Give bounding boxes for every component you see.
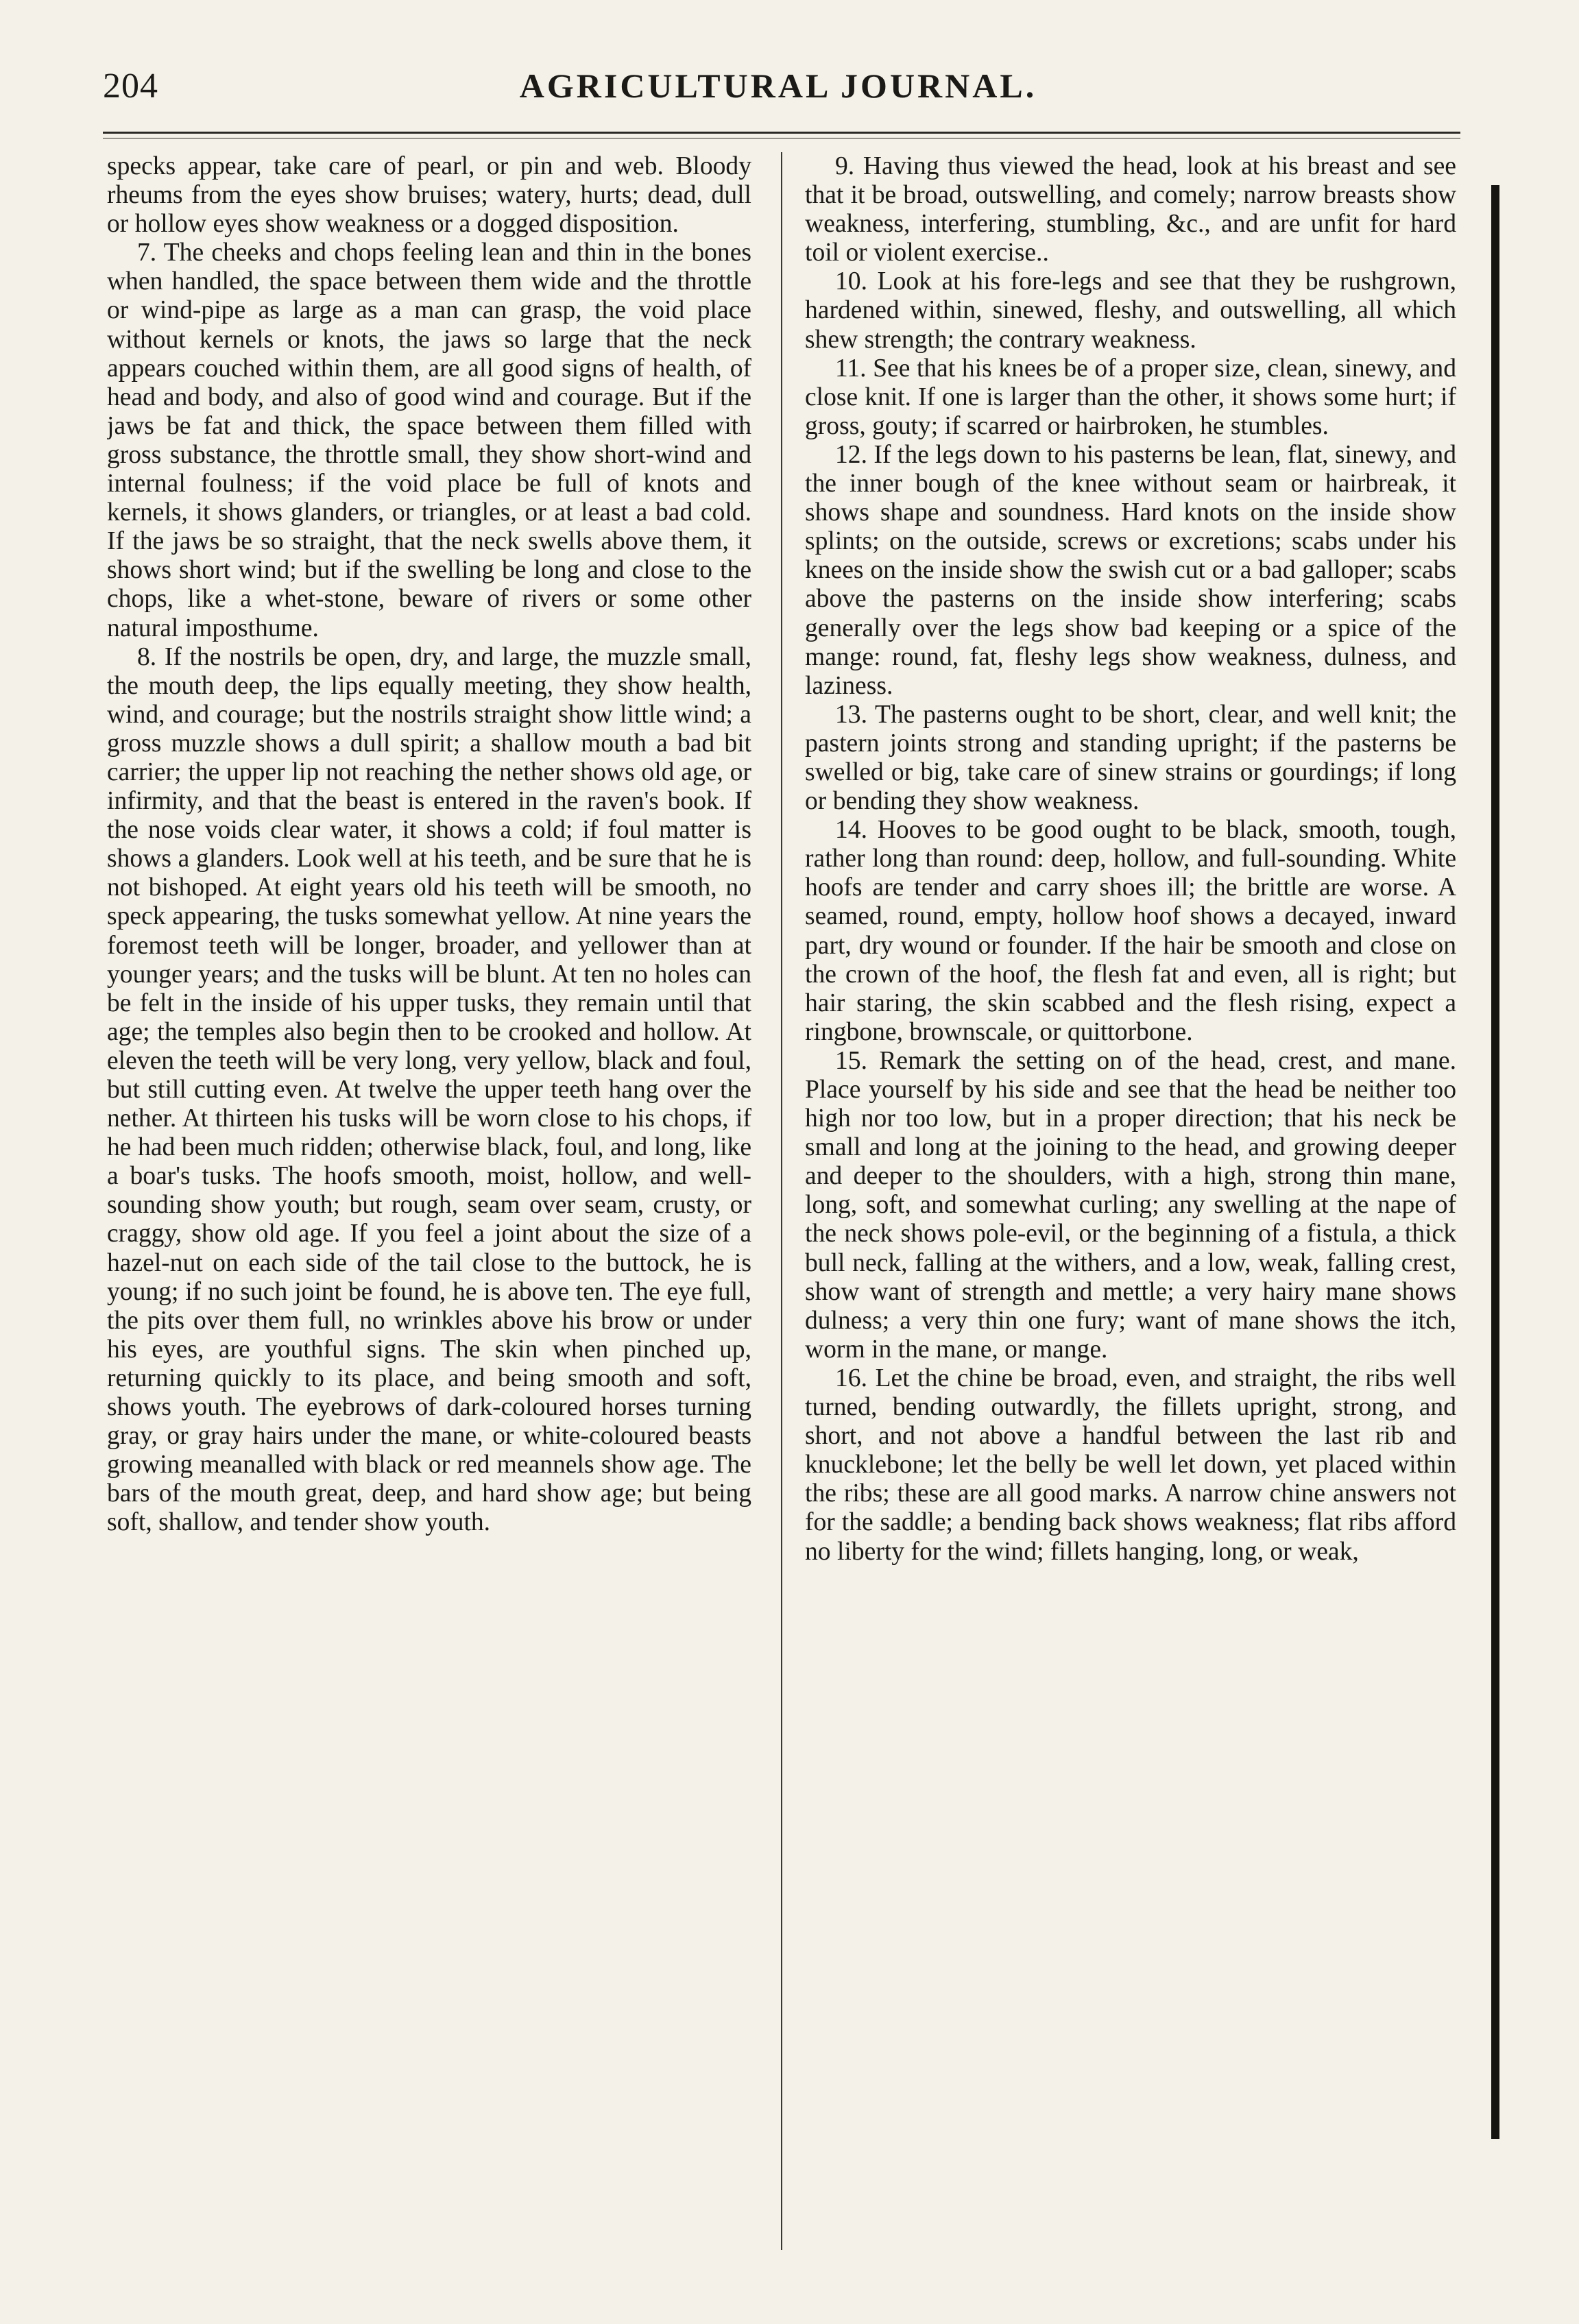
header-rule xyxy=(103,132,1460,134)
paragraph-16-chine: 16. Let the chine be broad, even, and straight, the ribs well turned, bending outwardly, the fillets upright, strong, and short, and not above a handful between the last rib and knucklebone; let the belly be well let down, yet placed within the ribs; these are all good marks. A narrow chine answers not for the saddle; a bending back shows weakness; flat ribs afford no liberty for the wind; fillets hanging, long, or weak, xyxy=(805,1364,1456,1566)
running-title: AGRICULTURAL JOURNAL. xyxy=(519,66,1037,105)
paragraph-12-legs: 12. If the legs down to his pasterns be lean, flat, sinewy, and the inner bough of the knee without seam or hairbreak, it shows shape and soundness. Hard knots on the inside show splints; on the outside, screws or excretions; scabs under his knees on the inside show the swish cut or a bad galloper; scabs above the pasterns on the inside show interfering; scabs generally over the legs show bad keeping or a spice of the mange: round, fat, fleshy legs show weakness, dulness, and laziness. xyxy=(805,440,1456,700)
right-column xyxy=(805,152,1456,2264)
column-divider xyxy=(781,152,782,2250)
binding-edge xyxy=(1491,185,1499,2139)
paragraph-9-breast: 9. Having thus viewed the head, look at his breast and see that it be broad, outswelling, and comely; narrow breasts show weakness, interfering, stumbling, &c., and are unfit for hard toil or violent exercise.. xyxy=(805,152,1456,267)
paragraph-13-pasterns: 13. The pasterns ought to be short, clear, and well knit; the pastern joints strong and standing upright; if the pasterns be swelled or big, take care of sinew strains or gourdings; if long or bending they show weakness. xyxy=(805,700,1456,816)
paragraph-14-hooves: 14. Hooves to be good ought to be black, smooth, tough, rather long than round: deep, hollow, and full-sounding. White hoofs are tender and carry shoes ill; the brittle are worse. A seamed, round, empty, hollow hoof shows a decayed, inward part, dry wound or founder. If the hair be smooth and close on the crown of the hoof, the flesh fat and even, all is right; but hair staring, the skin scabbed and the flesh rising, expect a ringbone, brownscale, or quittorbone. xyxy=(805,816,1456,1046)
left-column xyxy=(107,152,751,2264)
paragraph-continuation: specks appear, take care of pearl, or pin and web. Bloody rheums from the eyes show bruises; watery, hurts; dead, dull or hollow eyes show weakness or a dogged disposition. xyxy=(107,152,751,239)
paragraph-8-nostrils-teeth: 8. If the nostrils be open, dry, and large, the muzzle small, the mouth deep, the lips equally meeting, they show health, wind, and courage; but the nostrils straight show little wind; a gross muzzle shows a dull spirit; a shallow mouth a bad bit carrier; the upper lip not reaching the nether shows old age, or infirmity, and that the beast is entered in the raven's book. If the nose voids clear water, it shows a cold; if foul matter is shows a glanders. Look well at his teeth, and be sure that he is not bishoped. At eight years old his teeth will be smooth, no speck appearing, the tusks somewhat yellow. At nine years the foremost teeth will be longer, broader, and yellower than at younger years; and the tusks will be blunt. At ten no holes can be felt in the inside of his upper tusks, they remain until that age; the temples also begin then to be crooked and hollow. At eleven the teeth will be very long, very yellow, black and foul, but still cutting even. At twelve the upper teeth hang over the nether. At thirteen his tusks will be worn close to his chops, if he had been much ridden; otherwise black, foul, and long, like a boar's tusks. The hoofs smooth, moist, hollow, and well-sounding show youth; but rough, seam over seam, crusty, or craggy, show old age. If you feel a joint about the size of a hazel-nut on each side of the tail close to the buttock, he is young; if no such joint be found, he is above ten. The eye full, the pits over them full, no wrinkles above his brow or under his eyes, are youthful signs. The skin when pinched up, returning quickly to its place, and being smooth and soft, shows youth. The eyebrows of dark-coloured horses turning gray, or gray hairs under the mane, or white-coloured beasts growing meanalled with black or red meannels show age. The bars of the mouth great, deep, and hard show age; but being soft, shallow, and tender show youth. xyxy=(107,642,751,1537)
paragraph-11-knees: 11. See that his knees be of a proper size, clean, sinewy, and close knit. If one is larger than the other, it shows some hurt; if gross, gouty; if scarred or hairbroken, he stumbles. xyxy=(805,354,1456,440)
paragraph-10-fore-legs: 10. Look at his fore-legs and see that they be rushgrown, hardened within, sinewed, fleshy, and outswelling, all which shew strength; the contrary weakness. xyxy=(805,267,1456,354)
paragraph-7-cheeks: 7. The cheeks and chops feeling lean and thin in the bones when handled, the space between them wide and the throttle or wind-pipe as large as a man can grasp, the void place without kernels or knots, the jaws so large that the neck appears couched within them, are all good signs of health, of head and body, and also of good wind and courage. But if the jaws be fat and thick, the space between them filled with gross substance, the throttle small, they show short-wind and internal foulness; if the void place be full of knots and kernels, it shows glanders, or triangles, or at least a bad cold. If the jaws be so straight, that the neck swells above them, it shows short wind; but if the swelling be long and close to the chops, like a whet-stone, beware of rivers or some other natural imposthume. xyxy=(107,239,751,642)
page-header xyxy=(103,66,1454,121)
page-number: 204 xyxy=(103,66,158,106)
paragraph-15-head-crest-mane: 15. Remark the setting on of the head, crest, and mane. Place yourself by his side and see that the head be neither too high nor too low, but in a proper direction; that his neck be small and long at the joining to the head, and growing deeper and deeper to the shoulders, with a high, strong thin mane, long, soft, and somewhat curling; any swelling at the nape of the neck shows pole-evil, or the beginning of a fistula, a thick bull neck, falling at the withers, and a low, weak, falling crest, show want of strength and mettle; a very hairy mane shows dulness; a very thin one fury; want of mane shows the itch, worm in the mane, or mange. xyxy=(805,1046,1456,1364)
